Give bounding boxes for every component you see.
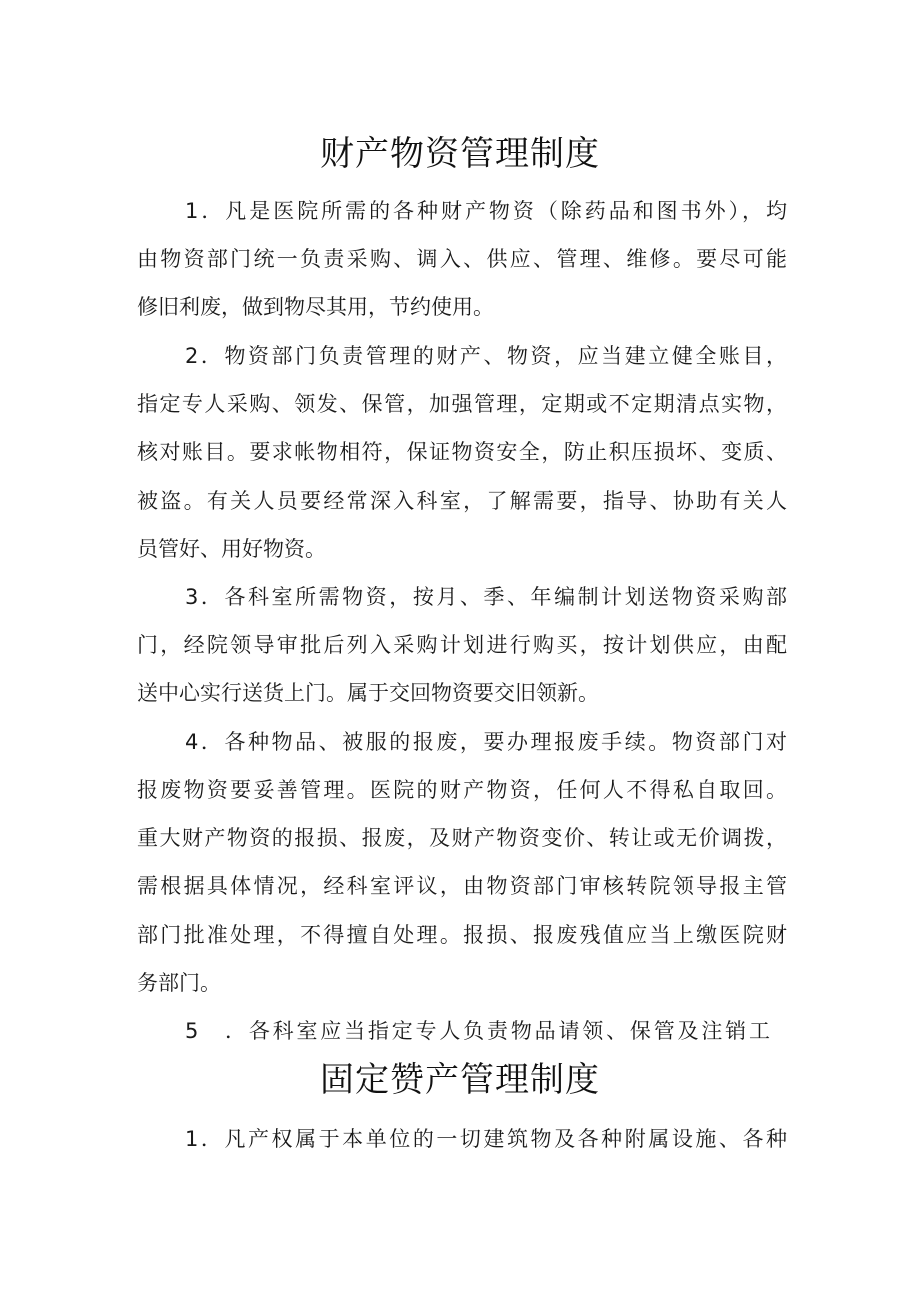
paragraph-6-line-1: 1．凡产权属于本单位的一切建筑物及各种附属设施、各种 — [185, 1127, 787, 1151]
paragraph-2-line-2: 指定专人采购、领发、保管，加强管理，定期或不定期清点实物， — [137, 392, 787, 416]
paragraph-4-line-3: 重大财产物资的报损、报废，及财产物资变价、转让或无价调拨， — [137, 826, 787, 850]
paragraph-4-line-6: 务部门。 — [137, 971, 221, 995]
section-title-fixed-assets: 固定赞产管理制度 — [320, 1060, 600, 1100]
paragraph-1-line-3: 修旧利废，做到物尽其用，节约使用。 — [137, 295, 494, 319]
document-title: 财产物资管理制度 — [320, 134, 600, 174]
paragraph-2-line-5: 员管好、用好物资。 — [137, 537, 326, 561]
paragraph-3-line-2: 门，经院领导审批后列入采购计划进行购买，按计划供应，由配 — [137, 633, 787, 657]
paragraph-4-line-5: 部门批准处理，不得擅自处理。报损、报废残值应当上缴医院财 — [137, 923, 787, 947]
paragraph-2-line-4: 被盗。有关人员要经常深入科室，了解需要，指导、协助有关人 — [137, 489, 787, 513]
paragraph-4-line-2: 报废物资要妥善管理。医院的财产物资，任何人不得私自取回。 — [137, 778, 787, 802]
paragraph-2-line-1: 2．物资部门负责管理的财产、物资，应当建立健全账目， — [185, 344, 787, 368]
paragraph-5-line-1: 5 ．各科室应当指定专人负责物品请领、保管及注销工 — [185, 1019, 770, 1043]
paragraph-1-line-2: 由物资部门统一负责采购、调入、供应、管理、维修。要尽可能 — [137, 247, 787, 271]
paragraph-2-line-3: 核对账目。要求帐物相符，保证物资安全，防止积压损坏、变质、 — [137, 440, 787, 464]
paragraph-4-line-1: 4．各种物品、被服的报废，要办理报废手续。物资部门对 — [185, 730, 787, 754]
paragraph-3-line-1: 3．各科室所需物资，按月、季、年编制计划送物资采购部 — [185, 585, 787, 609]
paragraph-4-line-4: 需根据具体情况，经科室评议，由物资部门审核转院领导报主管 — [137, 874, 787, 898]
paragraph-1-line-1: 1．凡是医院所需的各种财产物资（除药品和图书外），均 — [185, 199, 787, 223]
paragraph-3-line-3: 送中心实行送货上门。属于交回物资要交旧领新。 — [137, 681, 599, 705]
